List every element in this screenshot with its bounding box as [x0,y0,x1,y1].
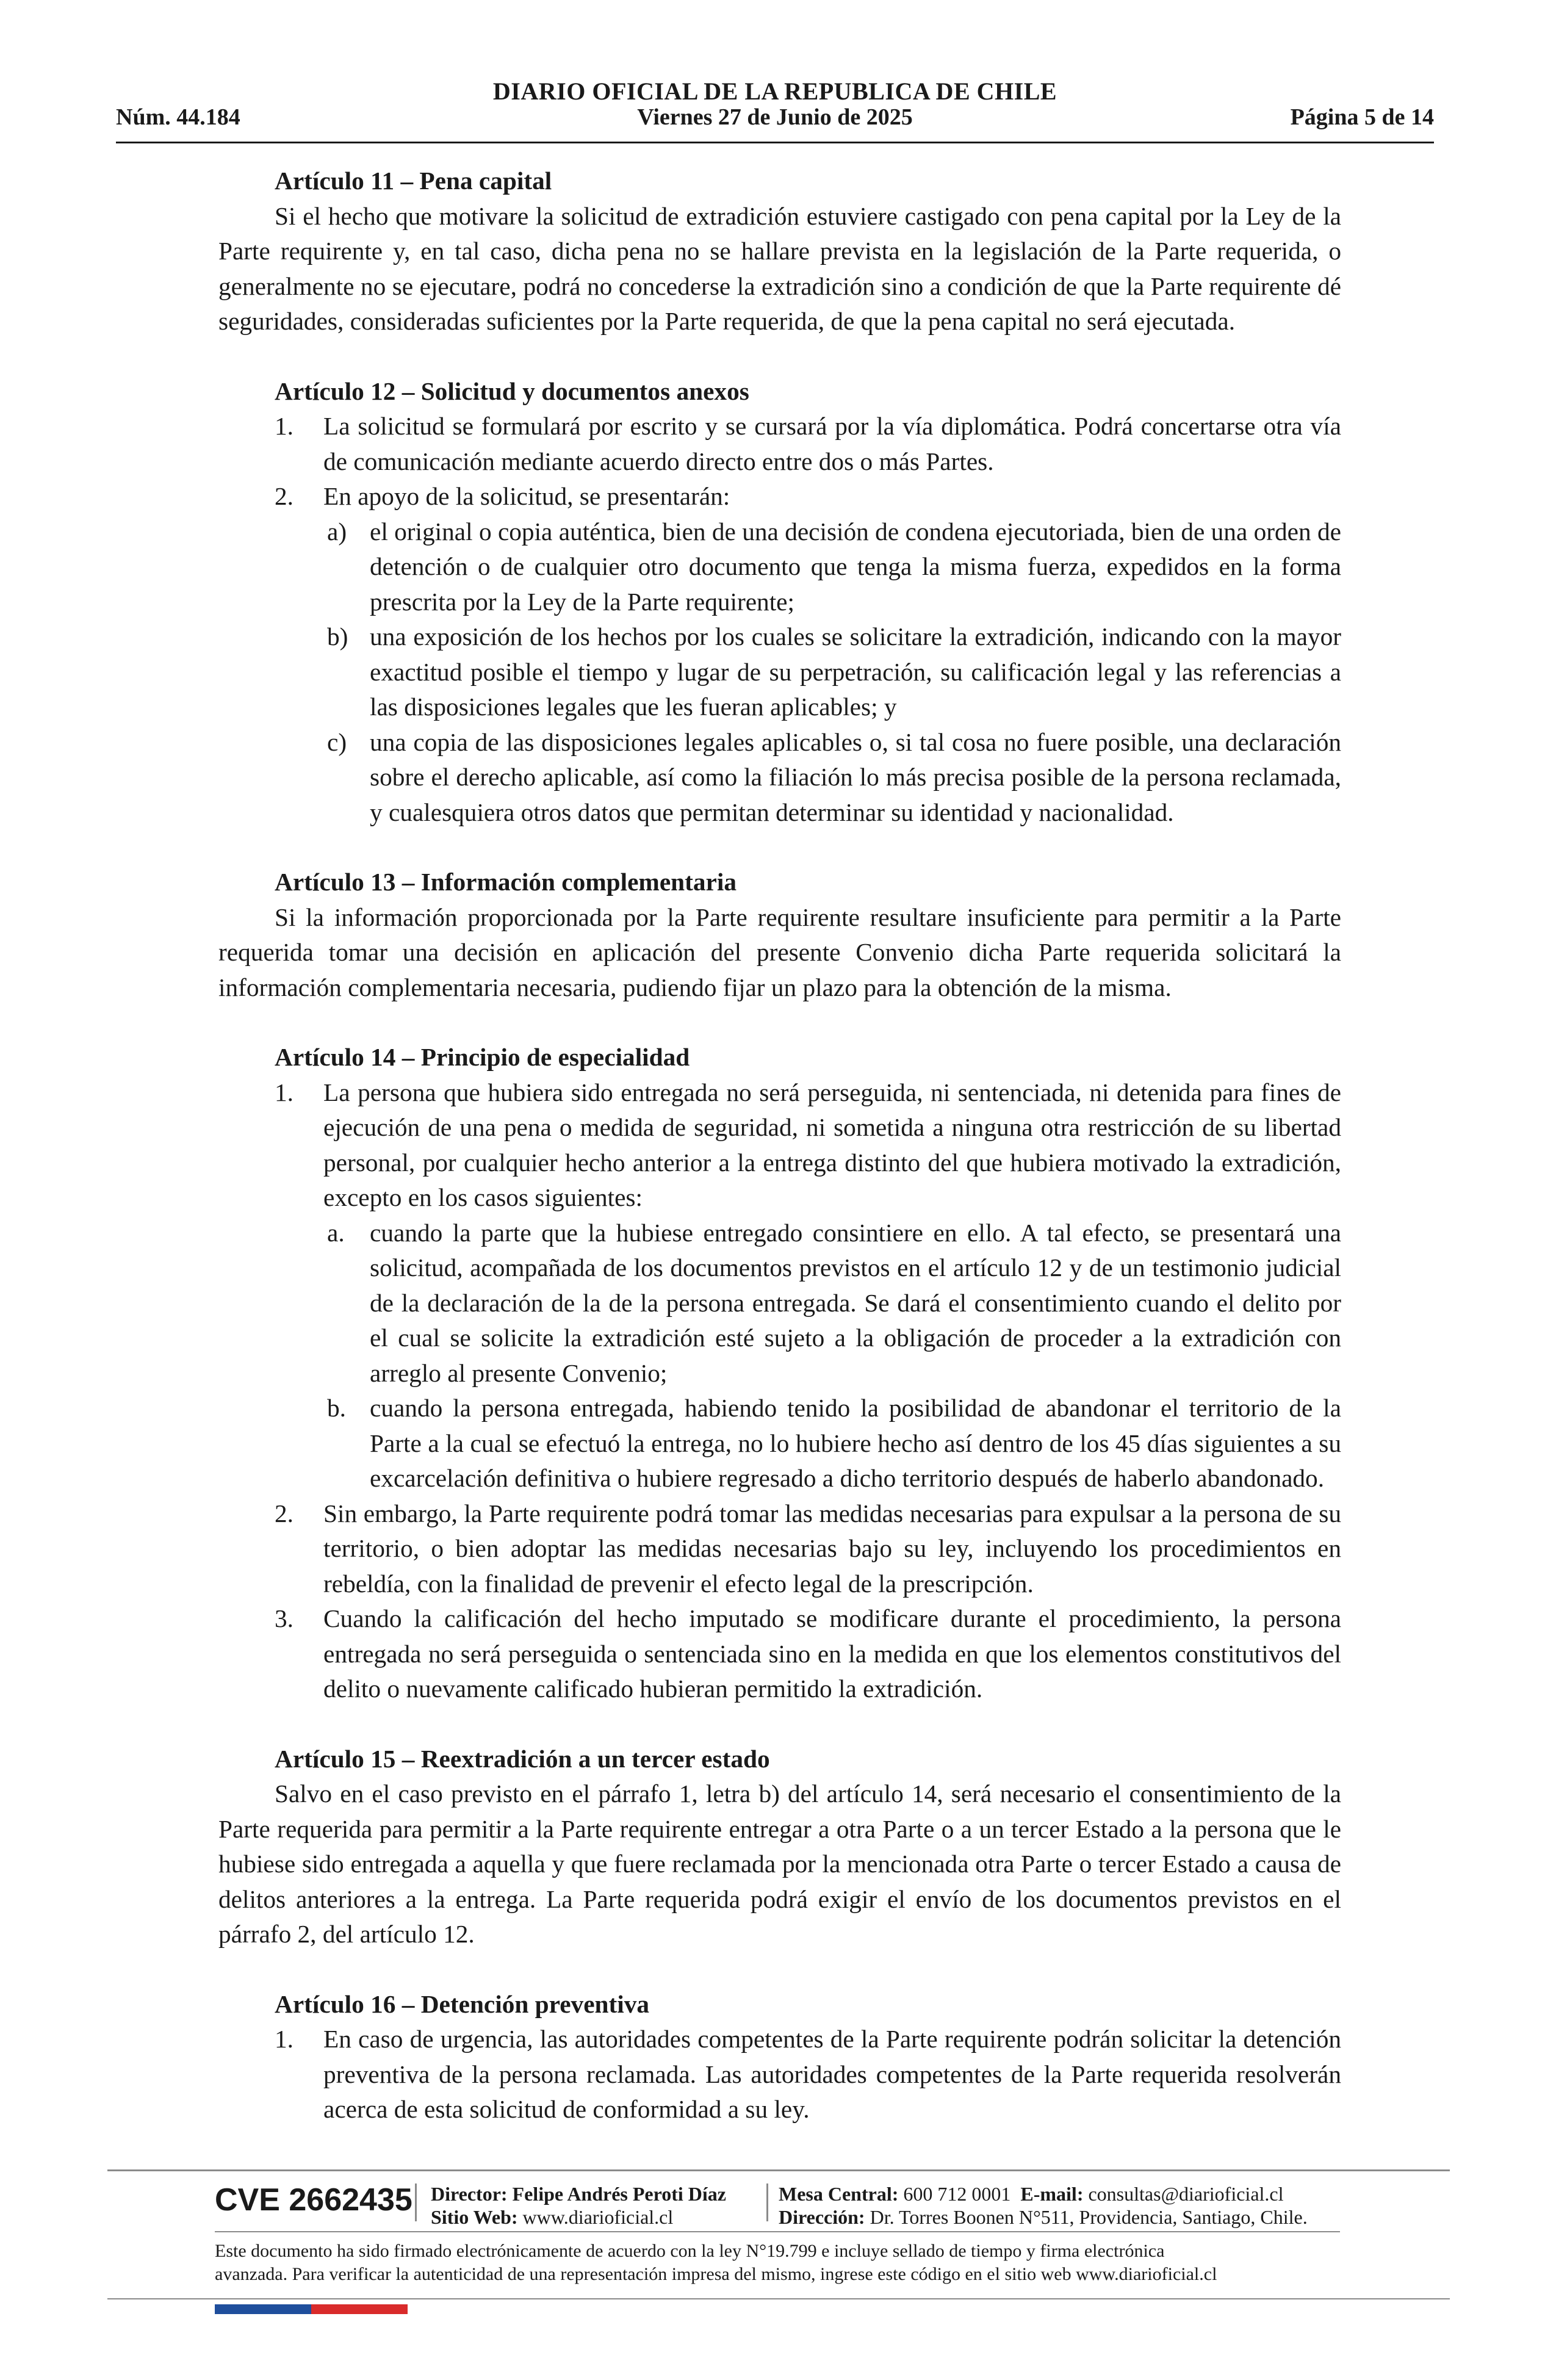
director-name: Felipe Andrés Peroti Díaz [512,2183,726,2205]
article-paragraph: Si la información proporcionada por la Parte requirente resultare insuficiente para permitir a la Parte requerida tomar una decisión en aplicación del presente Convenio dicha Parte requerida solicitará la información complementaria necesaria, pudiendo fijar un plazo para la obtención de la misma. [218,903,1341,1001]
item-number: 1. [275,1078,294,1106]
item-text: En caso de urgencia, las autoridades competentes de la Parte requirente podrán solicitar la detención preventiva de la persona reclamada. Las autoridades competentes de la Parte requerida resolverán acerca de esta solicitud de conformidad a su ley. [323,2025,1341,2123]
email-label: E-mail: [1020,2183,1084,2205]
numbered-item [218,409,1341,479]
footer-top-rule [107,2169,1450,2171]
item-text: cuando la persona entregada, habiendo tenido la posibilidad de abandonar el territorio de la Parte a la cual se efectuó la entrega, no lo hubiere hecho así dentro de los 45 días siguientes a su excarcelación definitiva o hubiere regresado a dicho territorio después de haberlo abandonado. [370,1394,1341,1492]
item-number: 1. [275,2025,294,2053]
article-title: Artículo 16 – Detención preventiva [275,1989,650,2018]
numbered-item [218,479,1341,514]
numbered-item [218,2022,1341,2127]
article-title: Artículo 15 – Reextradición a un tercer estado [275,1744,770,1773]
footer-separator [766,2183,768,2221]
email-link[interactable]: consultas@diarioficial.cl [1088,2183,1284,2205]
website-line [431,2205,726,2229]
article-11 [218,164,1341,339]
article-16 [218,1987,1341,2127]
director-label: Director: [431,2183,508,2205]
item-text: Sin embargo, la Parte requirente podrá tomar las medidas necesarias para expulsar a la persona de su territorio, o bien adoptar las medidas necesarias bajo su ley, incluyendo los procedimientos en rebeldía, con la finalidad de prevenir el efecto legal de la prescripción. [323,1499,1341,1598]
newspaper-title: DIARIO OFICIAL DE LA REPUBLICA DE CHILE [492,78,1057,105]
lettered-item [218,725,1341,831]
item-text: una copia de las disposiciones legales aplicables o, si tal cosa no fuere posible, una declaración sobre el derecho aplicable, así como la filiación lo más precisa posible de la persona reclamada, y cualesquiera otros datos que permitan determinar su identidad y nacionalidad. [370,727,1341,826]
article-14 [218,1040,1341,1707]
item-letter: c) [327,727,347,756]
article-15 [218,1742,1341,1952]
website-link[interactable]: www.diarioficial.cl [522,2206,674,2228]
item-text: cuando la parte que la hubiese entregado consintiere en ello. A tal efecto, se presentará una solicitud, acompañada de los documentos previstos en el artículo 12 y de un testimonio judicial de la declaración de la de la persona entregada. Se dará el consentimiento cuando el delito por el cual se solicite la extradición esté sujeto a la obligación de proceder a la extradición con arreglo al presente Convenio; [370,1218,1341,1387]
website-label: Sitio Web: [431,2206,518,2228]
lettered-item [218,514,1341,620]
item-text: La solicitud se formulará por escrito y se cursará por la vía diplomática. Podrá concertarse otra vía de comunicación mediante acuerdo directo entre dos o más Partes. [323,412,1341,475]
address-line [779,2205,1308,2229]
page-header [116,72,1434,145]
item-number: 3. [275,1604,294,1632]
director-line [431,2182,726,2205]
item-letter: a. [327,1218,345,1247]
item-text: En apoyo de la solicitud, se presentarán: [323,482,730,510]
article-title: Artículo 14 – Principio de especialidad [275,1043,690,1071]
article-paragraph: Si el hecho que motivare la solicitud de extradición estuviere castigado con pena capital por la Ley de la Parte requirente y, en tal caso, dicha pena no se hallare prevista en la legislación de la Parte requerida, o generalmente no se ejecutare, podrá no concederse la extradición sino a condición de que la Parte requirente dé seguridades, consideradas suficientes por la Parte requerida, de que la pena capital no será ejecutada. [218,201,1341,335]
footer-mid-rule [215,2231,1340,2232]
article-title: Artículo 12 – Solicitud y documentos anexos [275,377,749,405]
item-text: una exposición de los hechos por los cuales se solicitare la extradición, indicando con la mayor exactitud posible el tiempo y lugar de su perpetración, su calificación legal y las referencias a las disposiciones legales que les fueran aplicables; y [370,622,1341,721]
item-text: el original o copia auténtica, bien de una decisión de condena ejecutoriada, bien de una orden de detención o de cualquier otro documento que tenga la misma fuerza, expedidos en la forma prescrita por la Ley de la Parte requirente; [370,517,1341,616]
phone-value: 600 712 0001 [903,2183,1011,2205]
phone-label: Mesa Central: [779,2183,899,2205]
article-13 [218,865,1341,1005]
cve-code: CVE 2662435 [215,2182,412,2218]
header-rule [116,142,1434,143]
page-number: Página 5 de 14 [1290,104,1434,130]
legal-notice [215,2240,1374,2286]
numbered-item [218,1601,1341,1707]
legal-line: avanzada. Para verificar la autenticidad de una representación impresa del mismo, ingrese este código en el sitio web www.diarioficial.cl [215,2264,1217,2284]
contact-line [779,2182,1308,2205]
article-title: Artículo 11 – Pena capital [275,167,552,195]
item-letter: b) [327,622,348,651]
item-text: La persona que hubiera sido entregada no será perseguida, ni sentenciada, ni detenida para fines de ejecución de una pena o medida de seguridad, ni sometida a ninguna otra restricción de su libertad personal, por cualquier hecho anterior a la entrega distinto del que hubiera motivado la extradición, excepto en los casos siguientes: [323,1078,1341,1211]
address-label: Dirección: [779,2206,865,2228]
item-letter: a) [327,517,347,546]
article-12 [218,374,1341,831]
article-title: Artículo 13 – Información complementaria [275,868,737,896]
item-number: 1. [275,412,294,440]
item-letter: b. [327,1394,346,1422]
flag-stripe-blue [215,2304,311,2314]
lettered-item [218,619,1341,725]
footer-contact-block [779,2182,1308,2229]
item-text: Cuando la calificación del hecho imputado se modificare durante el procedimiento, la persona entregada no será perseguida o sentenciada sino en la medida en que los elementos constitutivos del delito o nuevamente calificado hubieran permitido la extradición. [323,1604,1341,1703]
document-body [218,164,1341,2162]
item-number: 2. [275,482,294,510]
numbered-item [218,1075,1341,1216]
address-value: Dr. Torres Boonen N°511, Providencia, Santiago, Chile. [870,2206,1308,2228]
issue-number: Núm. 44.184 [116,104,240,130]
footer-director-block [431,2182,726,2229]
item-number: 2. [275,1499,294,1527]
footer-bottom-rule [107,2298,1450,2299]
footer-separator [415,2183,417,2221]
numbered-item [218,1496,1341,1602]
lettered-item [218,1216,1341,1391]
article-paragraph: Salvo en el caso previsto en el párrafo 1, letra b) del artículo 14, será necesario el consentimiento de la Parte requerida para permitir a la Parte requirente entregar a otra Parte o a un tercer Estado a la persona que le hubiese sido entregada a aquella y que fuere reclamada por la mencionada otra Parte o tercer Estado a causa de delitos anteriores a la entrega. La Parte requerida podrá exigir el envío de los documentos previstos en el párrafo 2, del artículo 12. [218,1780,1341,1948]
legal-line: Este documento ha sido firmado electrónicamente de acuerdo con la ley N°19.799 e incluye sellado de tiempo y firma electrónica [215,2241,1165,2261]
issue-date: Viernes 27 de Junio de 2025 [637,104,913,130]
lettered-item [218,1391,1341,1496]
flag-stripe-red [311,2304,408,2314]
